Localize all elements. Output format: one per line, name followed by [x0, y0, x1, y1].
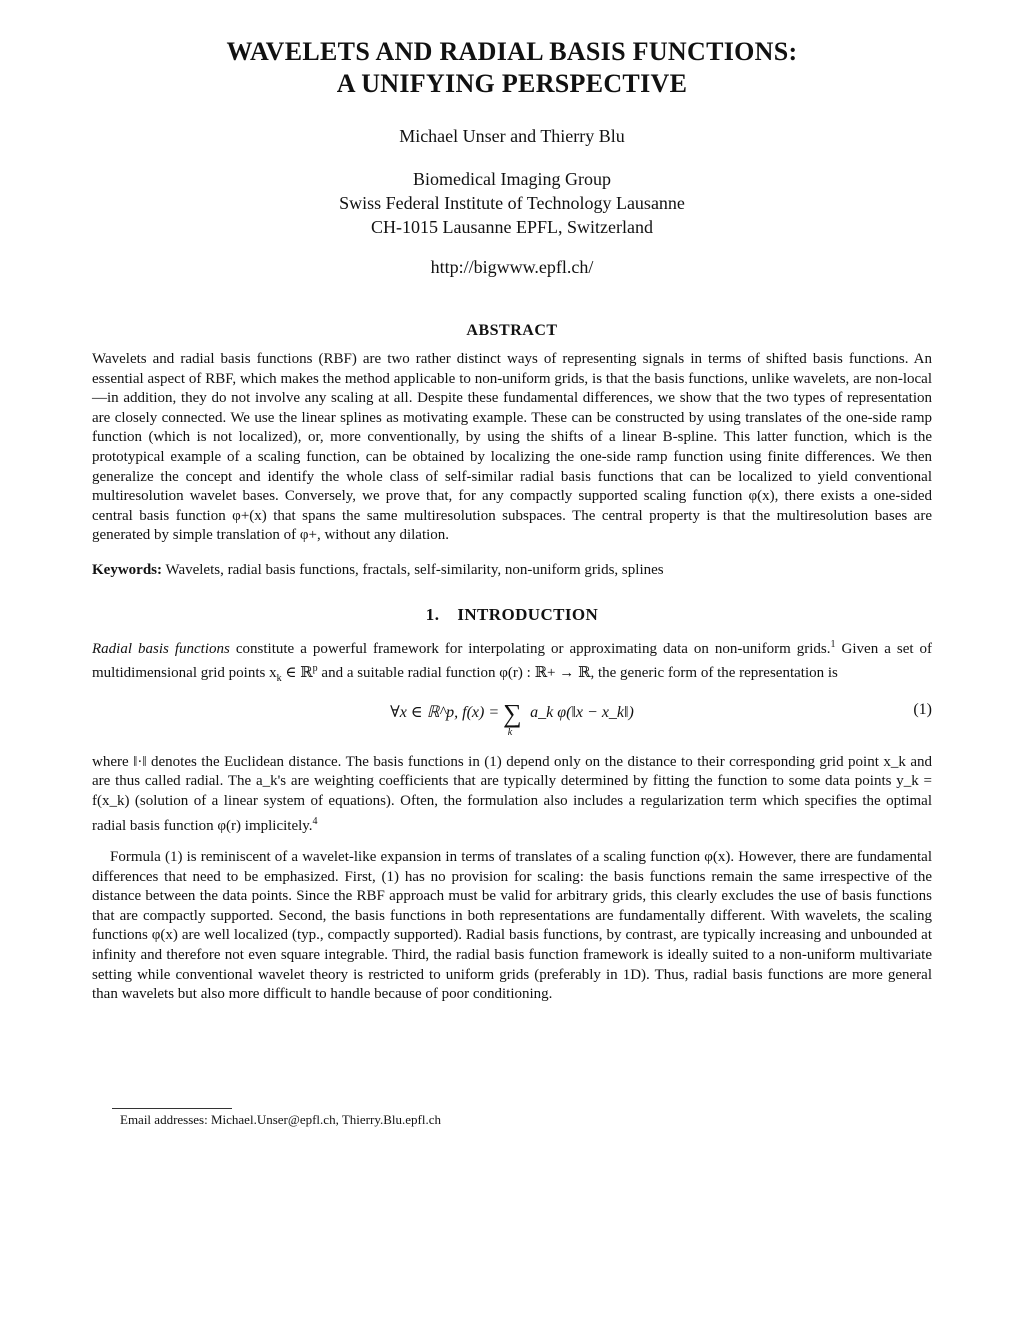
- equation-rhs: a_k φ(‖x − x_k‖): [530, 703, 634, 721]
- keywords-text: Wavelets, radial basis functions, fractals, self-similarity, non-uniform grids, splines: [165, 561, 664, 578]
- keywords: [92, 561, 932, 581]
- title-line-2: A UNIFYING PERSPECTIVE: [336, 69, 688, 98]
- abstract-heading: ABSTRACT: [466, 322, 558, 339]
- equation-lhs: ∀x ∈ ℝ^p, f(x) =: [390, 703, 500, 721]
- group-url[interactable]: http://bigwww.epfl.ch/: [430, 257, 594, 277]
- intro-text-d: and a suitable radial function φ(r) : ℝ+ → ℝ, the generic form of the representation is: [321, 665, 838, 682]
- section-title: INTRODUCTION: [457, 604, 599, 624]
- intro-paragraph-2: [92, 753, 932, 836]
- intro-text-c: ∈ ℝ: [285, 665, 313, 682]
- equation-number: (1): [913, 700, 932, 718]
- intro-text-a: constitute a powerful framework for interpolating or approximating data on non-uniform grids.: [235, 640, 831, 657]
- affiliation-line-2: Swiss Federal Institute of Technology Lausanne: [339, 193, 685, 213]
- sum-symbol: ∑: [503, 698, 522, 728]
- intro-paragraph-2-text: where ‖·‖ denotes the Euclidean distance. The basis functions in (1) depend only on the distance to their corresponding grid point x_k and are thus called radial. The a_k's are weighting coefficients that are typically determined by fitting the function to some data points y_k = f(x_k) (solution of a linear system of equations). Often, the formulation also includes a regularization term which specifies the optimal radial basis function φ(r) implicitely.: [92, 753, 932, 834]
- citation-ref: 1: [830, 638, 836, 650]
- keywords-label: Keywords:: [92, 561, 162, 578]
- authors: Michael Unser and Thierry Blu: [399, 126, 625, 146]
- intro-emphasis: Radial basis functions: [92, 640, 230, 657]
- affiliation: [92, 167, 932, 239]
- citation-ref-4: 4: [312, 815, 318, 827]
- equation-1: [92, 691, 932, 747]
- title-line-1: WAVELETS AND RADIAL BASIS FUNCTIONS:: [226, 37, 798, 66]
- abstract-text: Wavelets and radial basis functions (RBF) are two rather distinct ways of representing signals in terms of shifted basis functions. An essential aspect of RBF, which makes the method applicable to non-uniform grids, is that the basis functions, unlike wavelets, are non-local—in addition, they do not involve any scaling at all. Despite these fundamental differences, we show that the two types of representation are closely connected. We use the linear splines as motivating example. These can be constructed by using translates of the one-side ramp function (which is not localized), or, more conventionally, by using the shifts of a linear B-spline. This latter function, which is the prototypical example of a scaling function, can be obtained by localizing the one-side ramp function using finite differences. We then generalize the concept and identify the whole class of self-similar radial basis functions that can be localized to yield conventional multiresolution wavelet bases. Conversely, we prove that, for any compactly supported scaling function φ(x), there exists a one-sided central basis function φ+(x) that spans the same multiresolution subspaces. The central property is that the multiresolution bases are generated by simple translation of φ+, without any dilation.: [92, 351, 932, 544]
- footnote: Email addresses: Michael.Unser@epfl.ch, Thierry.Blu.epfl.ch: [120, 1112, 441, 1127]
- intro-text-b: Given a set of multidimensional grid points x: [92, 640, 933, 682]
- footnote-divider: [112, 1108, 232, 1109]
- affiliation-line-1: Biomedical Imaging Group: [413, 169, 611, 189]
- equation-body: ∀x ∈ ℝ^p, $f(x) = \sum_k$ a_k φ(‖x − x_k‖): [390, 698, 634, 738]
- section-heading-introduction: [92, 605, 932, 625]
- intro-paragraph-1: Radial basis functions constitute a powerful framework for interpolating or approximating data on non-uniform grids.$^1$ Given a set of multidimensional grid points $x_k$ ∈ ℝ$^p$ and a suitable radial function φ(r) : ℝ+ → ℝ, the generic form of the representation is: [92, 638, 933, 685]
- paper-title: [92, 36, 932, 100]
- intro-paragraph-3: Formula (1) is reminiscent of a wavelet-like expansion in terms of translates of a scaling function φ(x). However, there are fundamental differences that need to be emphasized. First, (1) has no provision for scaling: the basis functions remain the same irrespective of the distance between the data points. Since the RBF approach must be valid for arbitrary grids, this clearly excludes the use of basis functions that are compactly supported. Second, the basis functions in both representations are fundamentally different. With wavelets, the scaling functions φ(x) are well localized (typ., compactly supported). Radial basis functions, by contrast, are typically increasing and unbounded at infinity and therefore not even square integrable. Third, the radial basis function framework is ideally suited to a non-uniform multivariate setting while conventional wavelet theory is restricted to uniform grids (preferably in 1D). Thus, radial basis functions are more general than wavelets but also more difficult to handle because of poor conditioning.: [92, 849, 932, 1003]
- section-number: 1.: [425, 604, 440, 624]
- affiliation-line-3: CH-1015 Lausanne EPFL, Switzerland: [371, 217, 653, 237]
- paper-page: [92, 36, 932, 1005]
